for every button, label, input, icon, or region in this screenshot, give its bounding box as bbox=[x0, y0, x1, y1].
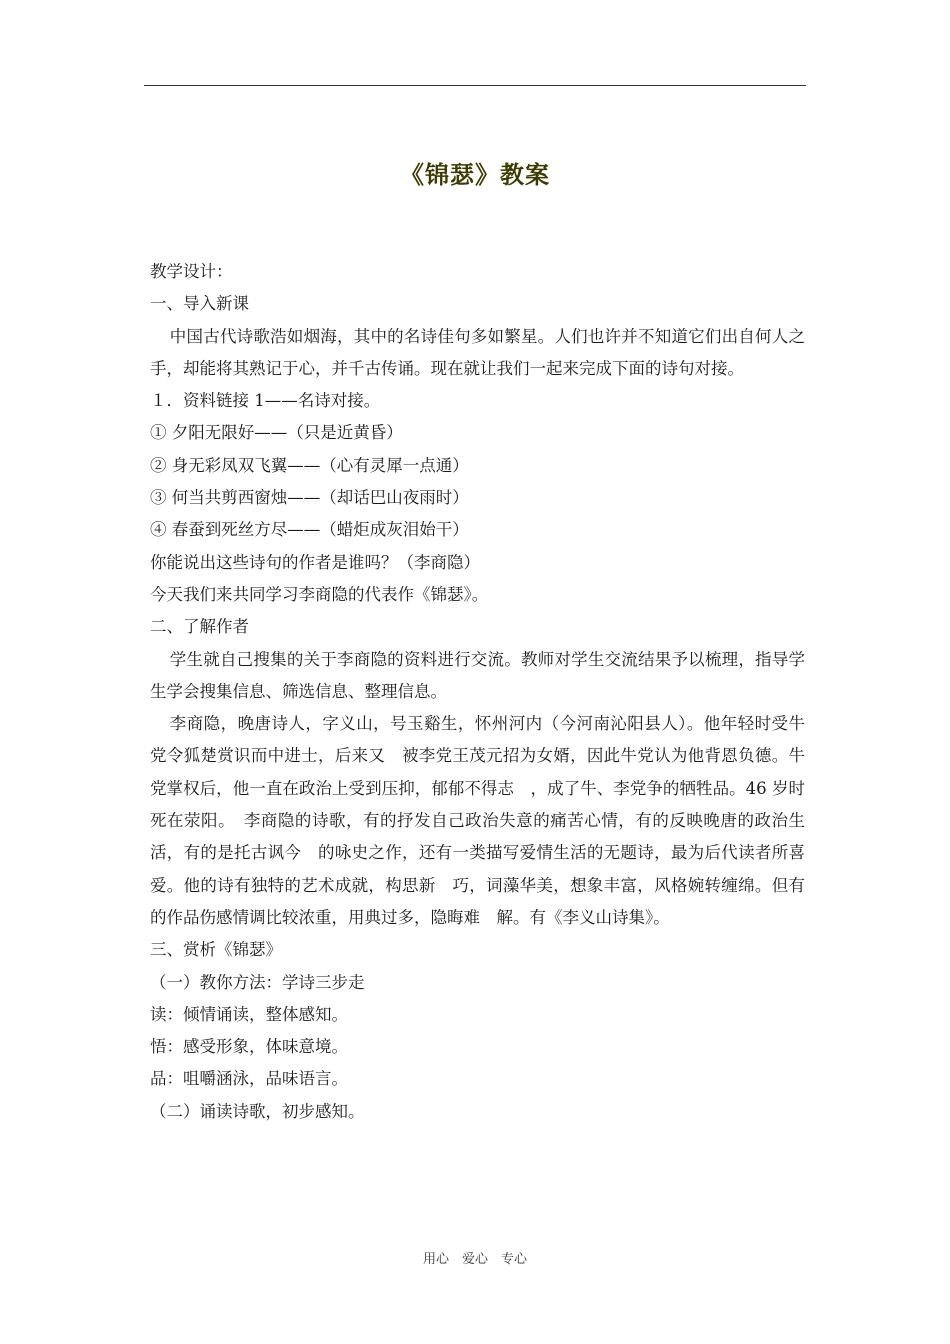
method-step: 悟：感受形象，体味意境。 bbox=[150, 1037, 348, 1057]
document-title: 《锦瑟》教案 bbox=[400, 160, 550, 189]
section-heading-intro: 一、导入新课 bbox=[150, 294, 249, 314]
poem-pair-item: ④ 春蚕到死丝方尽——（蜡炬成灰泪始干） bbox=[150, 520, 469, 540]
author-question: 你能说出这些诗句的作者是谁吗？（李商隐） bbox=[150, 552, 480, 572]
section-label-design: 教学设计： bbox=[150, 262, 233, 281]
section-heading-author: 二、了解作者 bbox=[150, 617, 249, 637]
author-exchange-paragraph: 学生就自己搜集的关于李商隐的资料进行交流。教师对学生交流结果予以梳理，指导学生学会搜集信息、筛选信息、整理信息。 bbox=[150, 649, 805, 701]
intro-paragraph: 中国古代诗歌浩如烟海，其中的名诗佳句多如繁星。人们也许并不知道它们出自何人之手，却能将其熟记于心，并千古传诵。现在就让我们一起来完成下面的诗句对接。 bbox=[150, 326, 805, 378]
document-body bbox=[150, 256, 805, 1128]
header-rule bbox=[144, 85, 806, 86]
lesson-intro-line: 今天我们来共同学习李商隐的代表作《锦瑟》。 bbox=[150, 584, 489, 604]
method-step: 读：倾情诵读，整体感知。 bbox=[150, 1004, 348, 1024]
subsection-heading-method: （一）教你方法：学诗三步走 bbox=[150, 972, 365, 992]
author-bio-paragraph: 李商隐，晚唐诗人，字义山，号玉谿生，怀州河内（今河南沁阳县人）。他年轻时受牛党令狐楚赏识而中进士，后来又 被李党王茂元招为女婿，因此牛党认为他背恩负德。牛党掌权后，他一直在政治上受到压抑，郁郁不得志 ，成了牛、李党争的牺牲品。46 岁时死在荥阳。 李商隐的诗歌，有的抒发自己政治失意的痛苦心情，有的反映晚唐的政治生活，有的是托古讽今 的咏史之作，还有一类描写爱情生活的无题诗，最为后代读者所喜爱。他的诗有独特的艺术成就，构思新 巧，词藻华美，想象丰富，风格婉转缠绵。但有的作品伤感情调比较浓重，用典过多，隐晦难 解。有《李义山诗集》。 bbox=[150, 714, 805, 927]
method-step: 品：咀嚼涵泳，品味语言。 bbox=[150, 1069, 348, 1089]
section-heading-analysis: 三、赏析《锦瑟》 bbox=[150, 940, 282, 960]
poem-pair-item: ① 夕阳无限好——（只是近黄昏） bbox=[150, 423, 403, 443]
page-footer: 用心 爱心 专心 bbox=[422, 1252, 527, 1267]
poem-pair-item: ② 身无彩凤双飞翼——（心有灵犀一点通） bbox=[150, 455, 469, 475]
subsection-heading-recite: （二）诵读诗歌，初步感知。 bbox=[150, 1101, 365, 1121]
poem-pair-item: ③ 何当共剪西窗烛——（却话巴山夜雨时） bbox=[150, 488, 469, 508]
resource-link-heading: １．资料链接 1——名诗对接。 bbox=[150, 391, 381, 411]
